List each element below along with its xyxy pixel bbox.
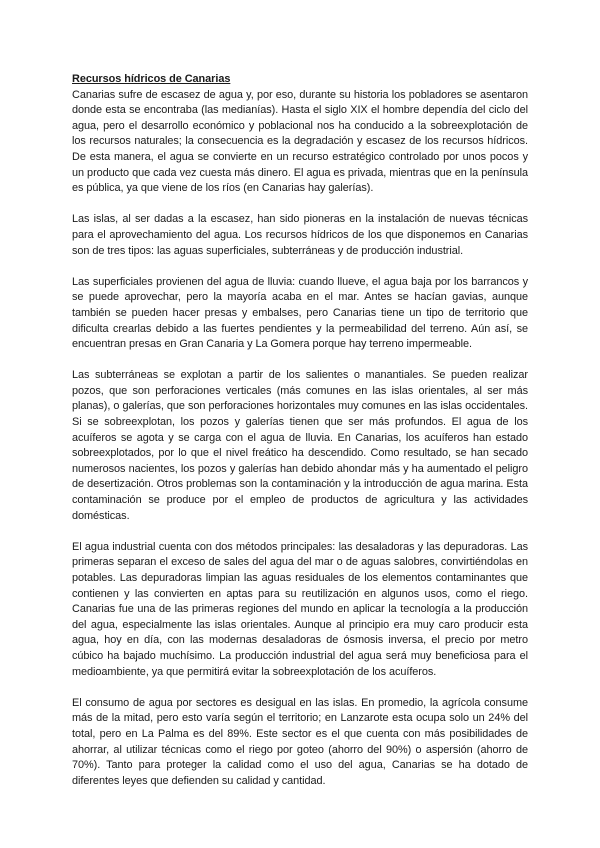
paragraph-industrial: El agua industrial cuenta con dos métodos principales: las desaladoras y las depuradoras. Las primeras separan el exceso de sales del agua del mar o de aguas salobres, convirtiéndolas en potables. Las depuradoras limpian las aguas residuales de los elementos contaminantes que contienen y las convierten en aptas para su reutilización en algunos usos, como el riego. Canarias fue una de las primeras regiones del mundo en aplicar la tecnología a la producción del agua, especialmente las islas orientales. Aunque al principio era muy caro producir esta agua, hoy en día, con las modernas desaladoras de ósmosis inversa, el precio por metro cúbico ha bajado muchísimo. La producción industrial del agua será muy beneficiosa para el medioambiente, ya que permitirá evitar la sobreexplotación de los acuíferos. bbox=[72, 540, 528, 678]
paragraph-types: Las islas, al ser dadas a la escasez, han sido pioneras en la instalación de nuevas técnicas para el aprovechamiento del agua. Los recursos hídricos de los que disponemos en Canarias son de tres tipos: las aguas superficiales, subterráneas y de producción industrial. bbox=[72, 213, 528, 257]
paragraph-subterranean: Las subterráneas se explotan a partir de los salientes o manantiales. Se pueden realizar pozos, que son perforaciones verticales (más comunes en las islas orientales, al ser más planas), o galerías, que son perforaciones horizontales muy comunes en las islas occidentales. Si se sobreexplotan, los pozos y galerías tienen que ser más profundos. El agua de los acuíferos se agota y se carga con el agua de lluvia. En Canarias, los acuíferos han estado sobreexplotados, por lo que el nivel freático ha descendido. Como resultado, se han secado numerosos nacientes, los pozos y galerías han debido ahondar más y ha aumentado el peligro de desertización. Otros problemas son la contaminación y la introducción de agua marina. Esta contaminación se produce por el empleo de productos de agricultura y las actividades domésticas. bbox=[72, 369, 528, 522]
paragraph-consumption: El consumo de agua por sectores es desigual en las islas. En promedio, la agrícola consume más de la mitad, pero esto varía según el territorio; en Lanzarote esta ocupa solo un 24% del total, pero en La Palma es del 89%. Este sector es el que cuenta con más posibilidades de ahorrar, al utilizar técnicas como el riego por goteo (ahorro del 90%) o aspersión (ahorro de 70%). Tanto para proteger la calidad como el uso del agua, Canarias se ha dotado de diferentes leyes que defienden su calidad y cantidad. bbox=[72, 696, 528, 787]
document-body bbox=[72, 72, 528, 805]
document-title: Recursos hídricos de Canarias bbox=[72, 73, 231, 85]
paragraph-superficial: Las superficiales provienen del agua de lluvia: cuando llueve, el agua baja por los barrancos y se puede aprovechar, pero la mayoría acaba en el mar. Antes se hacían gavias, aunque también se pueden hacer presas y embalses, pero Canarias tiene un tipo de territorio que dificulta crearlas debido a las fuertes pendientes y la permeabilidad del terreno. Aún así, se encuentran presas en Gran Canaria y La Gomera porque hay terreno impermeable. bbox=[72, 275, 528, 351]
paragraph-intro: Canarias sufre de escasez de agua y, por eso, durante su historia los pobladores se asentaron donde esta se encontraba (las medianías). Hasta el siglo XIX el hombre dependía del ciclo del agua, pero el desarrollo económico y poblacional nos ha conducido a la sobreexplotación de los recursos naturales; la consecuencia es la degradación y escasez de los recursos hídricos. De esta manera, el agua se convierte en un recurso estratégico controlado por unos pocos y un producto que cada vez cuesta más dinero. El agua es privada, mientras que en la península es pública, ya que viene de los ríos (en Canarias hay galerías). bbox=[72, 88, 528, 195]
